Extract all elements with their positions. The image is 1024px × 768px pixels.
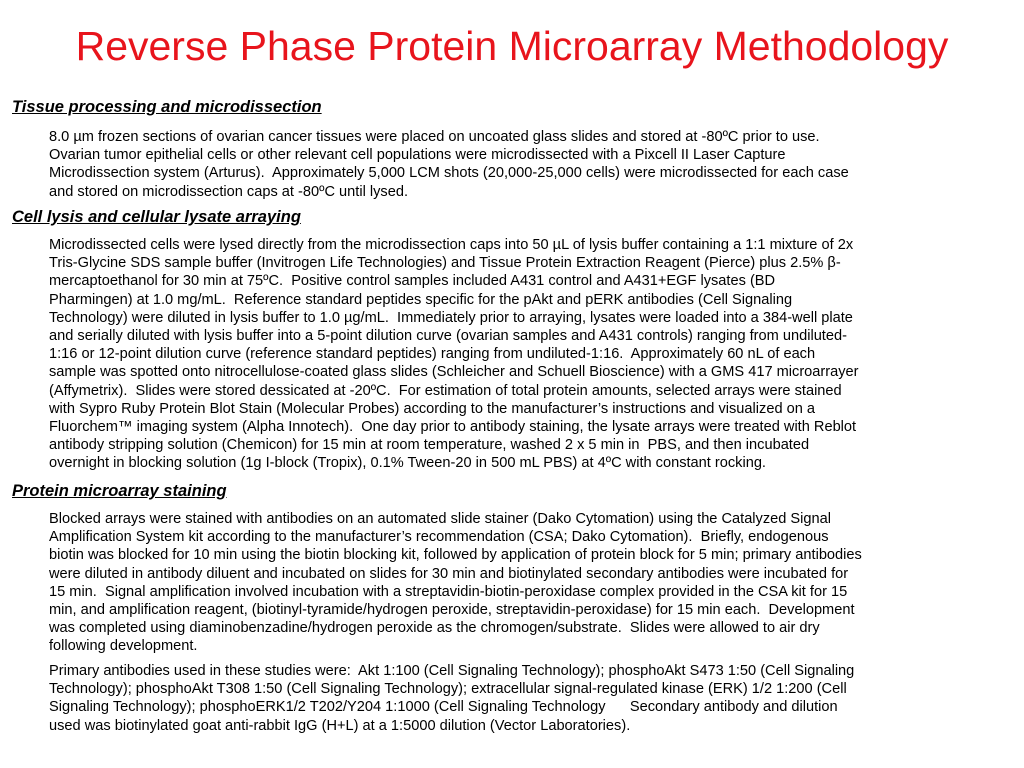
text-line: Ovarian tumor epithelial cells or other relevant cell populations were microdissected with a Pixcell II Laser Capture	[49, 147, 786, 164]
text-line: Technology) were diluted in lysis buffer to 1.0 µg/mL. Immediately prior to arraying, lysates were loaded into a 384-well plate	[49, 309, 853, 326]
text-line: Microdissection system (Arturus). Approximately 5,000 LCM shots (20,000-25,000 cells) were microdissected for each case	[49, 165, 849, 182]
text-line: were diluted in antibody diluent and incubated on slides for 30 min and biotinylated secondary antibodies were incubated for	[49, 565, 849, 582]
text-line: and stored on microdissection caps at -80ºC until lysed.	[49, 183, 409, 200]
text-line: min, and amplification reagent, (biotinyl-tyramide/hydrogen peroxide, streptavidin-peroxidase) for 15 min each. Development	[49, 602, 855, 619]
text-line: antibody stripping solution (Chemicon) for 15 min at room temperature, washed 2 x 5 min in PBS, and then incubated	[49, 437, 810, 454]
text-line: used was biotinylated goat anti-rabbit IgG (H+L) at a 1:5000 dilution (Vector Laboratories).	[49, 717, 631, 734]
text-line: biotin was blocked for 10 min using the biotin blocking kit, followed by application of protein block for 5 min; primary antibodies	[49, 547, 862, 564]
section-heading-tissue-processing: Tissue processing and microdissection	[12, 98, 322, 116]
text-line: Amplification System kit according to the manufacturer’s recommendation (CSA; Dako Cytomation). Briefly, endogenous	[49, 529, 829, 546]
text-line: 15 min. Signal amplification involved incubation with a streptavidin-biotin-peroxidase complex provided in the CSA kit for 15	[49, 583, 848, 600]
text-line: with Sypro Ruby Protein Blot Stain (Molecular Probes) according to the manufacturer’s instructions and visualized on a	[49, 400, 816, 417]
text-line: Signaling Technology); phosphoERK1/2 T202/Y204 1:1000 (Cell Signaling Technology Secondary antibody and dilution	[49, 699, 838, 716]
paragraph-tissue-processing	[49, 128, 849, 201]
text-line: Fluorchem™ imaging system (Alpha Innotech). One day prior to antibody staining, the lysate arrays were treated with Reblot	[49, 419, 857, 436]
text-line: Blocked arrays were stained with antibodies on an automated slide stainer (Dako Cytomation) using the Catalyzed Signal	[49, 511, 831, 527]
text-line: 8.0 µm frozen sections of ovarian cancer tissues were placed on uncoated glass slides and stored at -80ºC prior to use.	[49, 129, 820, 145]
text-line: Primary antibodies used in these studies were: Akt 1:100 (Cell Signaling Technology); phosphoAkt S473 1:50 (Cell Signaling	[49, 663, 855, 679]
paragraph-primary-antibodies	[49, 662, 854, 735]
text-line: mercaptoethanol for 30 min at 75ºC. Positive control samples included A431 control and A431+EGF lysates (BD	[49, 273, 776, 290]
paragraph-protein-staining	[49, 510, 862, 656]
section-heading-cell-lysis: Cell lysis and cellular lysate arraying	[12, 208, 301, 226]
text-line: and serially diluted with lysis buffer into a 5-point dilution curve (ovarian samples and A431 controls) ranging from undiluted-	[49, 328, 847, 345]
text-line: Tris-Glycine SDS sample buffer (Invitrogen Life Technologies) and Tissue Protein Extraction Reagent (Pierce) plus 2.5% β-	[49, 255, 841, 272]
text-line: 1:16 or 12-point dilution curve (reference standard peptides) ranging from undiluted-1:16. Approximately 60 nL of each	[49, 346, 816, 363]
text-line: sample was spotted onto nitrocellulose-coated glass slides (Schleicher and Schuell Bioscience) with a GMS 417 microarrayer	[49, 364, 859, 381]
text-line: was completed using diaminobenzadine/hydrogen peroxide as the chromogen/substrate. Slides were allowed to air dry	[49, 620, 820, 637]
text-line: Technology); phosphoAkt T308 1:50 (Cell Signaling Technology); extracellular signal-regulated kinase (ERK) 1/2 1:200 (Cell	[49, 681, 847, 698]
paragraph-cell-lysis	[49, 236, 859, 473]
slide-title: Reverse Phase Protein Microarray Methodology	[75, 23, 949, 69]
text-line: overnight in blocking solution (1g I-block (Tropix), 0.1% Tween-20 in 500 mL PBS) at 4ºC with constant rocking.	[49, 455, 766, 472]
text-line: Microdissected cells were lysed directly from the microdissection caps into 50 µL of lysis buffer containing a 1:1 mixture of 2x	[49, 237, 854, 253]
text-line: (Affymetrix). Slides were stored dessicated at -20ºC. For estimation of total protein amounts, selected arrays were stained	[49, 382, 842, 399]
text-line: following development.	[49, 638, 198, 655]
text-line: Pharmingen) at 1.0 mg/mL. Reference standard peptides specific for the pAkt and pERK antibodies (Cell Signaling	[49, 291, 793, 308]
section-heading-protein-staining: Protein microarray staining	[12, 482, 227, 500]
